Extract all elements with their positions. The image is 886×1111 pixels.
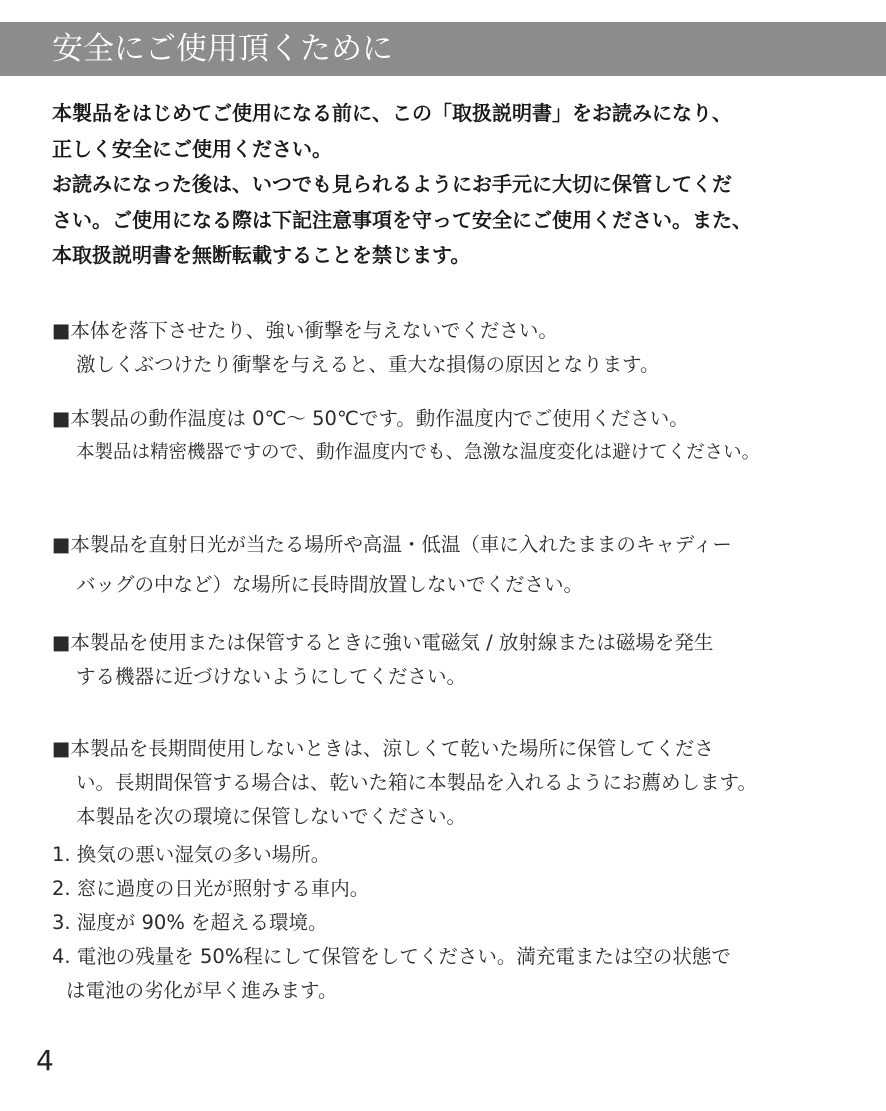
intro-paragraph <box>52 96 842 274</box>
intro-line: 正しく安全にご使用ください。 <box>52 136 332 161</box>
intro-line: お読みになった後は、いつでも見られるようにお手元に大切に保管してくだ <box>52 172 732 196</box>
caution-text: ■本製品を長期間使用しないときは、涼しくて乾いた場所に保管してくださ <box>52 737 714 760</box>
list-item: 1. 換気の悪い湿気の多い場所。 <box>52 843 331 866</box>
caution-text: 本製品は精密機器ですので、動作温度内でも、急激な温度変化は避けてください。 <box>76 442 761 463</box>
list-item: 4. 電池の残量を 50%程にして保管をしてください。満充電または空の状態で <box>52 945 731 968</box>
intro-line: さい。ご使用になる際は下記注意事項を守って安全にご使用ください。また、 <box>52 207 752 232</box>
caution-text: 激しくぶつけたり衝撃を与えると、重大な損傷の原因となります。 <box>76 353 660 376</box>
caution-text: い。長期間保管する場合は、乾いた箱に本製品を入れるようにお薦めします。 <box>76 771 757 794</box>
section-title: 安全にご使用頂くために <box>52 31 393 67</box>
caution-text: ■本体を落下させたり、強い衝撃を与えないでください。 <box>52 319 558 342</box>
caution-item-magnetic <box>52 626 852 694</box>
list-item: は電池の劣化が早く進みます。 <box>66 979 338 1002</box>
caution-text: ■本製品を使用または保管するときに強い電磁気 / 放射線または磁場を発生 <box>52 631 714 654</box>
caution-text: 本製品を次の環境に保管しないでください。 <box>76 805 467 828</box>
intro-line: 本製品をはじめてご使用になる前に、この「取扱説明書」をお読みになり、 <box>52 101 732 125</box>
list-item: 2. 窓に過度の日光が照射する車内。 <box>52 877 370 900</box>
storage-conditions-list <box>52 838 852 1008</box>
page-number: 4 <box>36 1044 54 1077</box>
caution-text: ■本製品を直射日光が当たる場所や高温・低温（車に入れたままのキャディー <box>52 533 732 556</box>
caution-text: バッグの中など）な場所に長時間放置しないでください。 <box>76 573 584 596</box>
intro-line: 本取扱説明書を無断転載することを禁じます。 <box>52 243 471 267</box>
caution-text: ■本製品の動作温度は 0℃〜 50℃です。動作温度内でご使用ください。 <box>52 407 689 430</box>
section-header-bar <box>0 22 886 76</box>
caution-item-temperature <box>52 402 852 470</box>
caution-item-sunlight <box>52 528 852 602</box>
caution-item-storage <box>52 732 852 834</box>
list-item: 3. 湿度が 90% を超える環境。 <box>52 911 328 934</box>
caution-text: する機器に近づけないようにしてください。 <box>76 665 467 688</box>
caution-item-drop <box>52 314 852 382</box>
